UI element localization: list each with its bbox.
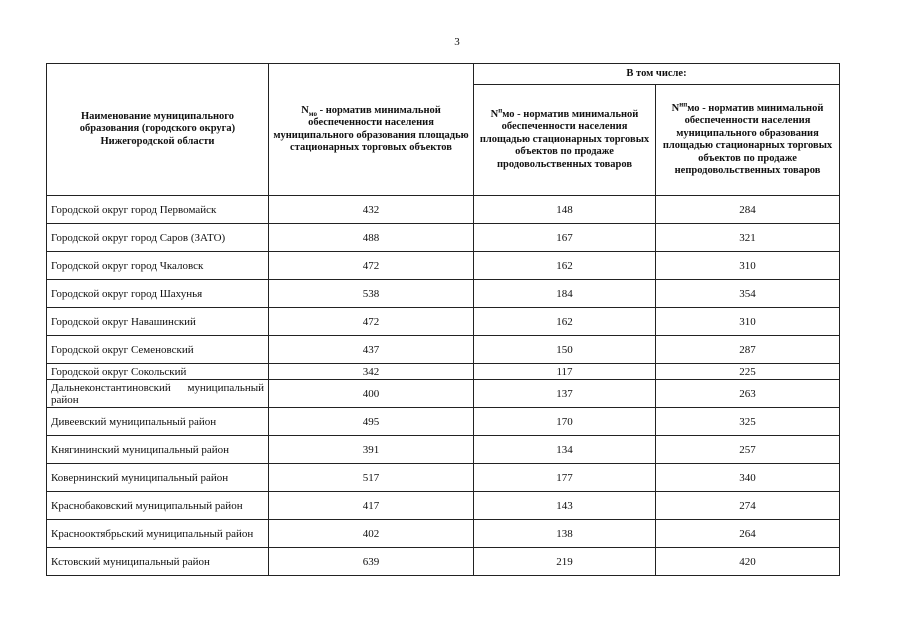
table-row (47, 492, 840, 520)
cell-nonfood: 274 (656, 492, 840, 520)
cell-municipality: Дальнеконстантиновский муниципальный район (47, 380, 269, 408)
cell-food: 177 (474, 464, 656, 492)
table-row (47, 252, 840, 280)
cell-total: 538 (269, 280, 474, 308)
cell-municipality: Городской округ город Первомайск (47, 196, 269, 224)
cell-food: 137 (474, 380, 656, 408)
table-row (47, 520, 840, 548)
table-row (47, 196, 840, 224)
cell-total: 488 (269, 224, 474, 252)
cell-nonfood: 225 (656, 364, 840, 380)
table-row (47, 280, 840, 308)
header-nonfood-text: - норматив минимальной обеспеченности населения муниципального образования площадью стационарных торговых объектов по продаже непродовольственных товаров (662, 102, 833, 176)
header-total-norm (269, 64, 474, 196)
header-food-after: мо (502, 108, 515, 120)
cell-food: 162 (474, 308, 656, 336)
cell-total: 437 (269, 336, 474, 364)
table-row (47, 380, 840, 408)
cell-food: 167 (474, 224, 656, 252)
cell-food: 219 (474, 548, 656, 576)
table-row (47, 224, 840, 252)
cell-nonfood: 284 (656, 196, 840, 224)
cell-food: 184 (474, 280, 656, 308)
cell-food: 117 (474, 364, 656, 380)
cell-nonfood: 310 (656, 252, 840, 280)
cell-municipality: Краснооктябрьский муниципальный район (47, 520, 269, 548)
cell-municipality: Городской округ Сокольский (47, 364, 269, 380)
header-total-text: - норматив минимальной обеспеченности населения муниципального образования площадью стационарных торговых объектов (273, 104, 469, 153)
header-total-sub: мо (308, 109, 317, 118)
cell-nonfood: 257 (656, 436, 840, 464)
cell-nonfood: 263 (656, 380, 840, 408)
cell-nonfood: 354 (656, 280, 840, 308)
table-row (47, 408, 840, 436)
cell-total: 400 (269, 380, 474, 408)
header-food-text: - норматив минимальной обеспеченности населения площадью стационарных торговых объектов по продаже продовольственных товаров (479, 108, 650, 170)
cell-nonfood: 340 (656, 464, 840, 492)
table-row (47, 336, 840, 364)
table-row (47, 548, 840, 576)
cell-food: 162 (474, 252, 656, 280)
cell-total: 402 (269, 520, 474, 548)
cell-municipality: Ковернинский муниципальный район (47, 464, 269, 492)
header-including: В том числе: (474, 64, 840, 85)
cell-nonfood: 287 (656, 336, 840, 364)
header-nonfood-symbol: N (671, 102, 680, 114)
table-row (47, 436, 840, 464)
cell-total: 342 (269, 364, 474, 380)
cell-food: 134 (474, 436, 656, 464)
cell-municipality: Городской округ город Чкаловск (47, 252, 269, 280)
cell-municipality: Краснобаковский муниципальный район (47, 492, 269, 520)
cell-total: 639 (269, 548, 474, 576)
cell-total: 517 (269, 464, 474, 492)
cell-food: 170 (474, 408, 656, 436)
cell-total: 417 (269, 492, 474, 520)
header-nonfood-sup: нп (679, 100, 688, 108)
header-municipality: Наименование муниципального образования (городского округа) Нижегородской области (47, 64, 269, 196)
header-nonfood-norm (656, 85, 840, 196)
table-row (47, 464, 840, 492)
cell-municipality: Городской округ Семеновский (47, 336, 269, 364)
header-nonfood-after: мо (687, 102, 700, 114)
cell-total: 391 (269, 436, 474, 464)
cell-total: 472 (269, 252, 474, 280)
cell-municipality: Городской округ город Саров (ЗАТО) (47, 224, 269, 252)
header-food-sup: п (498, 106, 503, 115)
cell-nonfood: 310 (656, 308, 840, 336)
cell-municipality: Городской округ Навашинский (47, 308, 269, 336)
cell-food: 138 (474, 520, 656, 548)
table-row (47, 308, 840, 336)
norms-table (46, 63, 840, 576)
header-food-norm (474, 85, 656, 196)
cell-food: 143 (474, 492, 656, 520)
cell-municipality: Дивеевский муниципальный район (47, 408, 269, 436)
cell-municipality: Княгининский муниципальный район (47, 436, 269, 464)
header-food-symbol: N (490, 108, 499, 120)
cell-municipality: Городской округ город Шахунья (47, 280, 269, 308)
cell-food: 148 (474, 196, 656, 224)
page-number: 3 (454, 36, 460, 48)
cell-municipality: Кстовский муниципальный район (47, 548, 269, 576)
cell-total: 495 (269, 408, 474, 436)
cell-nonfood: 325 (656, 408, 840, 436)
header-total-symbol: N (301, 104, 309, 116)
cell-nonfood: 420 (656, 548, 840, 576)
cell-total: 432 (269, 196, 474, 224)
table-row (47, 364, 840, 380)
cell-nonfood: 321 (656, 224, 840, 252)
cell-total: 472 (269, 308, 474, 336)
cell-nonfood: 264 (656, 520, 840, 548)
cell-food: 150 (474, 336, 656, 364)
